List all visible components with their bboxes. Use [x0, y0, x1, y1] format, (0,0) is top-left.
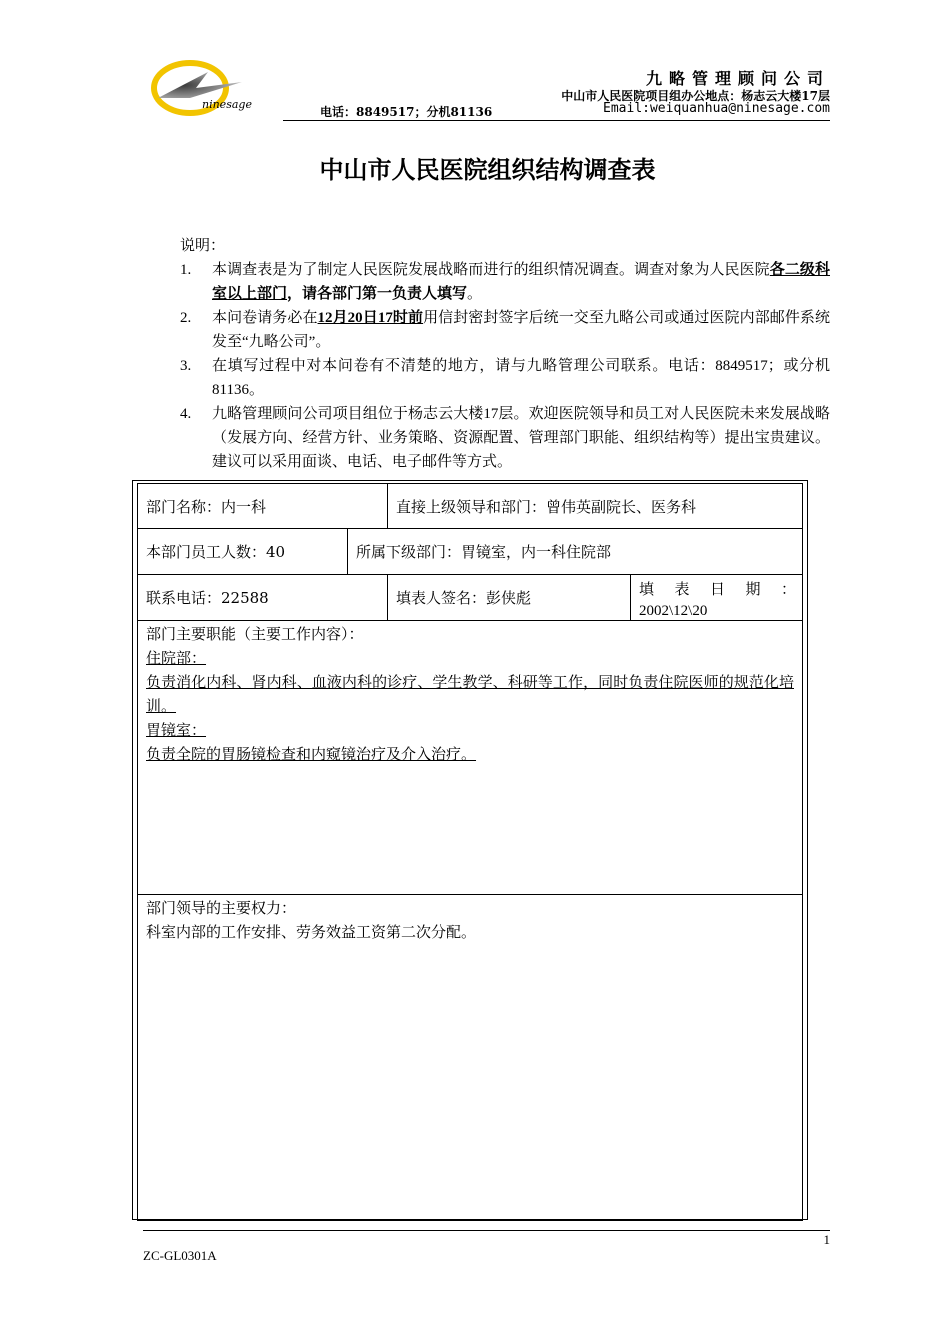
footer-divider — [143, 1230, 830, 1231]
duty-heading: 住院部： — [146, 649, 207, 667]
item-number: 3. — [180, 358, 192, 374]
survey-form — [132, 480, 808, 1220]
date-label-char: 期 — [745, 580, 761, 598]
signer-field[interactable]: 填表人签名：彭侠彪 — [388, 574, 631, 620]
powers-section — [138, 894, 802, 1220]
item-number: 2. — [180, 310, 192, 326]
instruction-item — [180, 354, 830, 402]
instruction-text: 在填写过程中对本问卷有不清楚的地方，请与九略管理公司联系。电话：8849517；或分机81136。 — [212, 358, 830, 398]
instructions-label: 说明： — [180, 238, 226, 254]
instruction-text: 本问卷请务必在 — [212, 310, 318, 326]
contact-email: Email:weiquanhua@ninesage.com — [603, 101, 830, 116]
staff-count-field[interactable]: 本部门员工人数：40 — [138, 528, 348, 574]
date-label-char: ： — [780, 580, 796, 598]
page-title: 中山市人民医院组织结构调查表 — [319, 156, 656, 184]
powers-label: 部门领导的主要权力： — [146, 899, 297, 917]
duty-text: 负责全院的胃肠镜检查和内窥镜治疗及介入治疗。 — [146, 745, 477, 763]
duty-heading: 胃镜室： — [146, 721, 207, 739]
instruction-item — [180, 306, 830, 354]
svg-text:ninesage: ninesage — [202, 98, 252, 111]
contact-phone: 电话：8849517；分机81136 — [320, 105, 493, 119]
date-value: 2002\12\20 — [639, 603, 708, 619]
date-label — [639, 578, 802, 600]
instruction-item — [180, 258, 830, 306]
instruction-text: 。 — [467, 286, 483, 302]
instruction-text: 本调查表是为了制定人民医院发展战略而进行的组织情况调查。调查对象为人民医院 — [212, 262, 770, 278]
superior-field[interactable]: 直接上级领导和部门：曾伟英副院长、医务科 — [396, 497, 697, 516]
header-divider — [283, 120, 830, 121]
subordinate-field[interactable]: 所属下级部门：胃镜室，内一科住院部 — [356, 542, 612, 561]
date-label-char: 表 — [674, 580, 690, 598]
deadline-emphasis: 12月20日17时前 — [317, 310, 424, 326]
item-number: 1. — [180, 262, 192, 278]
phone-field[interactable]: 联系电话：22588 — [138, 574, 388, 620]
document-code: ZC-GL0301A — [143, 1248, 217, 1263]
instruction-text: 用信封密封签字后统一交至九略公司或通过医院内部邮件系统发至“九略公司”。 — [212, 310, 830, 350]
date-field[interactable] — [631, 574, 802, 620]
item-number: 4. — [180, 406, 192, 422]
instruction-item — [180, 402, 830, 474]
instruction-text: 九略管理顾问公司项目组位于杨志云大楼17层。欢迎医院领导和员工对人民医院未来发展战略（发展方向、经营方针、业务策略、资源配置、管理部门职能、组织结构等）提出宝贵建议。建议可以采用面谈、电话、电子邮件等方式。 — [212, 406, 830, 470]
date-label-char: 日 — [709, 580, 725, 598]
duty-text: 负责消化内科、肾内科、血液内科的诊疗、学生教学、科研等工作，同时负责住院医师的规范化培训。 — [146, 673, 794, 715]
duties-label: 部门主要职能（主要工作内容）： — [146, 625, 364, 643]
company-logo — [150, 58, 265, 120]
date-label-char: 填 — [639, 580, 655, 598]
project-address: 中山市人民医院项目组办公地点：杨志云大楼17层 — [561, 89, 830, 103]
form-row — [138, 484, 802, 529]
form-row — [138, 574, 802, 621]
powers-text: 科室内部的工作安排、劳务效益工资第二次分配。 — [146, 923, 477, 941]
form-row — [138, 528, 802, 575]
instruction-emphasis: 各二级科室以上部门 — [212, 262, 830, 302]
duties-section — [138, 620, 802, 895]
dept-name-field[interactable]: 部门名称：内一科 — [138, 484, 388, 528]
page-number: 1 — [823, 1232, 830, 1247]
instruction-emphasis: ，请各部门第一负责人填写 — [287, 286, 468, 302]
instructions — [180, 234, 830, 474]
company-name: 九略管理顾问公司 — [645, 69, 830, 88]
